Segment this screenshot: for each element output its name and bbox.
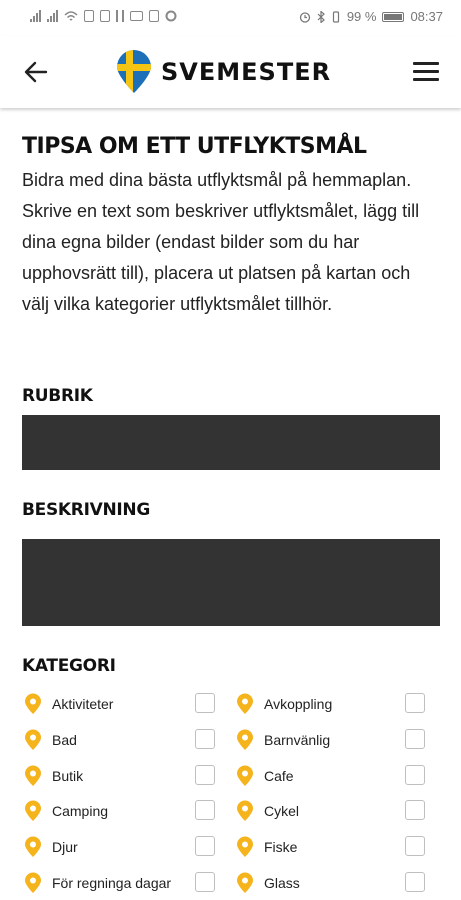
category-checkbox[interactable] — [195, 729, 215, 749]
bluetooth-icon — [317, 11, 325, 23]
category-label: Glass — [264, 875, 300, 891]
notification-icon — [84, 10, 94, 22]
nfc-icon — [100, 10, 110, 22]
category-pin-icon — [236, 729, 254, 751]
category-pin-icon — [24, 765, 42, 787]
category-pin-icon — [24, 693, 42, 715]
category-checkbox[interactable] — [195, 693, 215, 713]
category-label: Bad — [52, 732, 77, 748]
category-checkbox[interactable] — [405, 765, 425, 785]
wifi-icon — [64, 10, 78, 22]
category-checkbox[interactable] — [405, 836, 425, 856]
category-item — [236, 763, 294, 789]
category-checkbox[interactable] — [195, 765, 215, 785]
kategori-label: KATEGORI — [22, 656, 116, 676]
beskrivning-textarea[interactable] — [22, 539, 440, 626]
category-item — [24, 834, 78, 860]
hamburger-menu-icon[interactable] — [413, 62, 439, 82]
category-label: Butik — [52, 768, 84, 784]
battery-percent: 99 % — [346, 9, 377, 24]
category-item — [236, 727, 330, 753]
rubrik-label: RUBRIK — [22, 386, 93, 406]
category-item — [24, 798, 108, 824]
pause-icon — [116, 10, 124, 22]
status-icons-right — [299, 9, 443, 24]
page-title: TIPSA OM ETT UTFLYKTSMÅL — [22, 134, 367, 159]
vibrate-icon — [331, 11, 341, 23]
back-arrow-icon[interactable] — [22, 58, 50, 86]
alarm-icon — [299, 11, 311, 23]
category-pin-icon — [24, 872, 42, 894]
category-pin-icon — [24, 729, 42, 751]
category-label: Fiske — [264, 839, 298, 855]
brand-name: SVEMESTER — [161, 58, 332, 86]
category-item — [24, 763, 83, 789]
category-label: Cykel — [264, 803, 300, 819]
category-checkbox[interactable] — [405, 872, 425, 892]
app-header — [0, 36, 461, 108]
category-item — [24, 870, 171, 896]
category-item — [24, 691, 113, 717]
category-item — [236, 834, 297, 860]
category-label: Camping — [52, 803, 109, 819]
status-bar — [0, 0, 461, 36]
category-checkbox[interactable] — [405, 693, 425, 713]
category-checkbox[interactable] — [405, 800, 425, 820]
category-item — [236, 870, 300, 896]
category-checkbox[interactable] — [405, 729, 425, 749]
category-checkbox[interactable] — [195, 836, 215, 856]
category-pin-icon — [24, 836, 42, 858]
category-label: För regninga dagar — [52, 875, 172, 891]
status-icons-left — [30, 10, 177, 22]
category-label: Avkoppling — [264, 696, 333, 712]
category-pin-icon — [236, 800, 254, 822]
brand-logo[interactable] — [115, 50, 331, 94]
category-label: Djur — [52, 839, 78, 855]
category-label: Barnvänlig — [264, 732, 331, 748]
sim-icon — [149, 10, 159, 22]
beskrivning-label: BESKRIVNING — [22, 500, 150, 520]
clock: 08:37 — [410, 9, 443, 24]
category-pin-icon — [236, 693, 254, 715]
category-pin-icon — [236, 836, 254, 858]
main-content — [22, 130, 442, 320]
category-pin-icon — [236, 872, 254, 894]
battery-icon — [382, 12, 404, 22]
signal-icon — [30, 10, 41, 22]
sweden-pin-icon — [115, 50, 153, 94]
category-pin-icon — [24, 800, 42, 822]
record-icon — [165, 10, 177, 22]
category-checkbox[interactable] — [195, 872, 215, 892]
category-label: Cafe — [264, 768, 294, 784]
category-label: Aktiviteter — [52, 696, 114, 712]
category-item — [24, 727, 77, 753]
rubrik-input[interactable] — [22, 415, 440, 470]
signal-icon-2 — [47, 10, 58, 22]
category-item — [236, 691, 332, 717]
category-pin-icon — [236, 765, 254, 787]
intro-text: Bidra med dina bästa utflyktsmål på hemmaplan. Skrive en text som beskriver utflyktsmålet, lägg till dina egna bilder (endast bilder som du har upphovsrätt till), placera ut platsen på kartan och välj vilka kategorier utflyktsmålet tillhör. — [22, 170, 420, 314]
screen-icon — [130, 11, 143, 21]
category-item — [236, 798, 299, 824]
category-checkbox[interactable] — [195, 800, 215, 820]
